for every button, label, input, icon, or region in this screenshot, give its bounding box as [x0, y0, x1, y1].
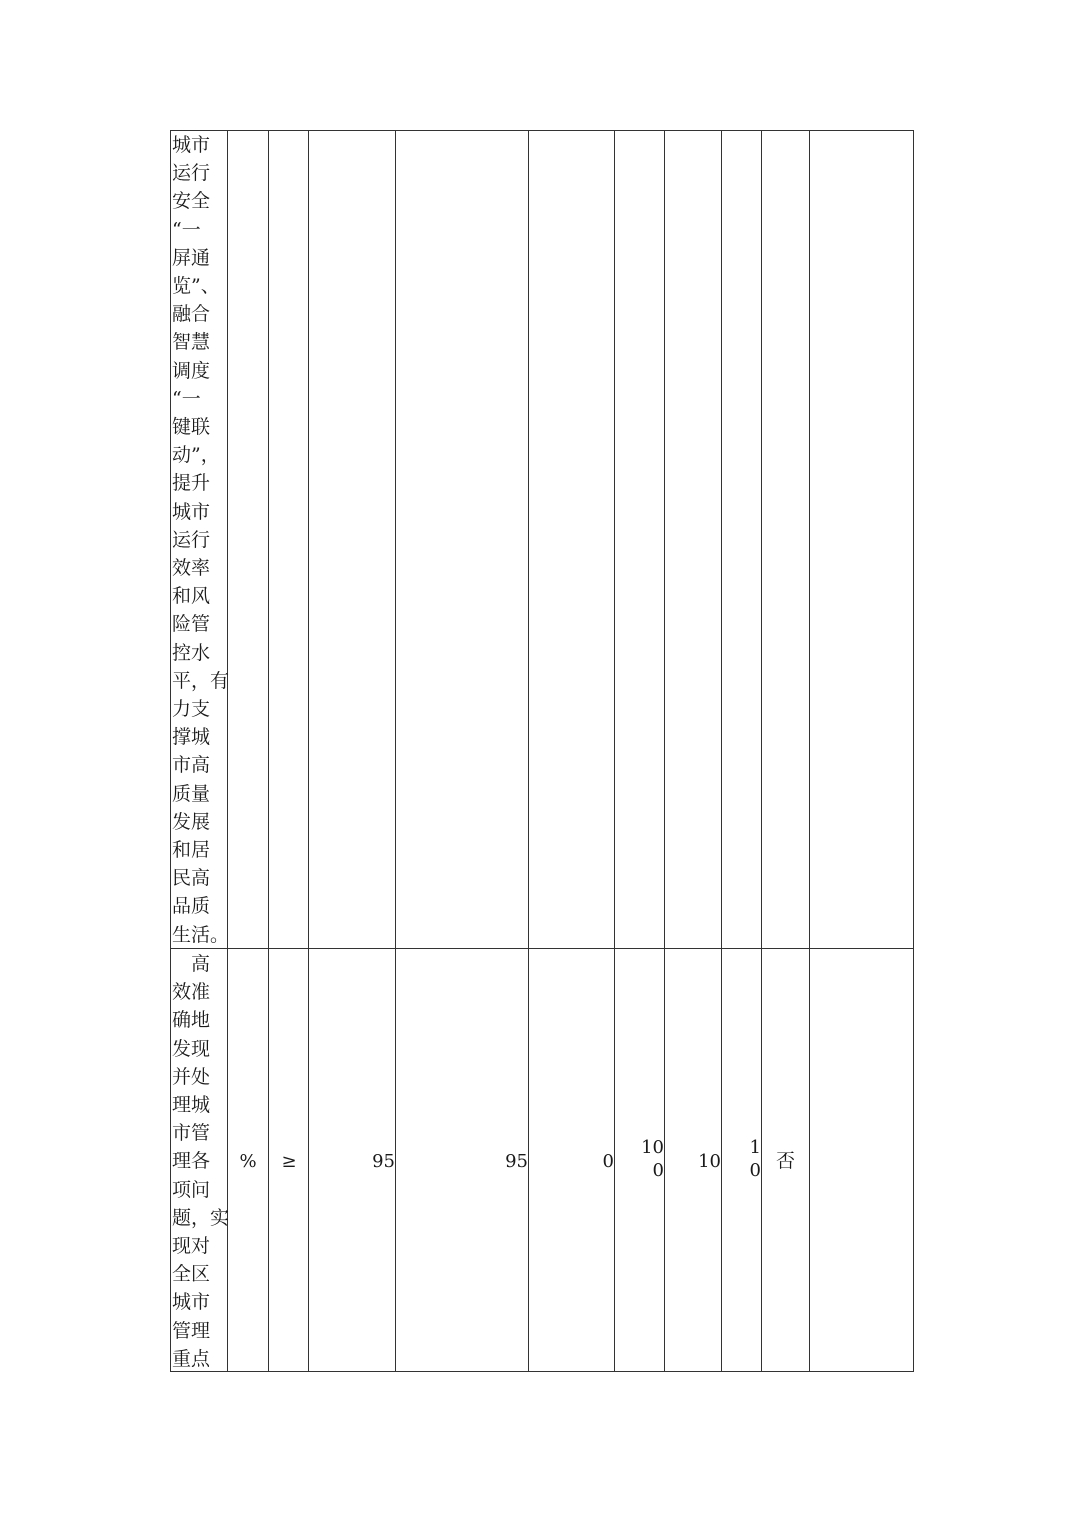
column-line [395, 130, 396, 1372]
row2-col7-value: 10 0 [641, 1137, 664, 1181]
table-bottom-border [170, 1371, 914, 1372]
row2-description: 高 效准 确地 发现 并处 理城 市管 理各 项问 题，实 现对 全区 城市 管理 重点 [172, 953, 230, 1370]
row1-description: 城市 运行 安全 “一 屏通 览”、 融合 智慧 调度 “一 键联 动”， 提升 城市 运行 效率 和风 险管 控水 平，有 力支 撑城 市高 质量 发展 和居 民高 品质 生活。 [172, 134, 230, 946]
column-line [913, 130, 914, 1372]
column-line [528, 130, 529, 1372]
row2-unit: % [239, 1151, 257, 1172]
column-line [721, 130, 722, 1372]
column-line [664, 130, 665, 1372]
row2-col5-value: 95 [505, 1151, 528, 1172]
column-line [761, 130, 762, 1372]
column-line [308, 130, 309, 1372]
row2-col8-value: 10 [698, 1151, 721, 1172]
column-line [809, 130, 810, 1372]
row2-col4-value: 95 [372, 1151, 395, 1172]
column-line [614, 130, 615, 1372]
row2-col9-value: 1 0 [749, 1137, 761, 1181]
row2-col10-value: 否 [775, 1150, 795, 1172]
column-line [268, 130, 269, 1372]
row2-operator: ≥ [281, 1151, 297, 1172]
column-line [170, 130, 171, 1372]
row2-col6-value: 0 [602, 1151, 614, 1172]
row-divider [170, 948, 914, 949]
table-top-border [170, 130, 914, 131]
